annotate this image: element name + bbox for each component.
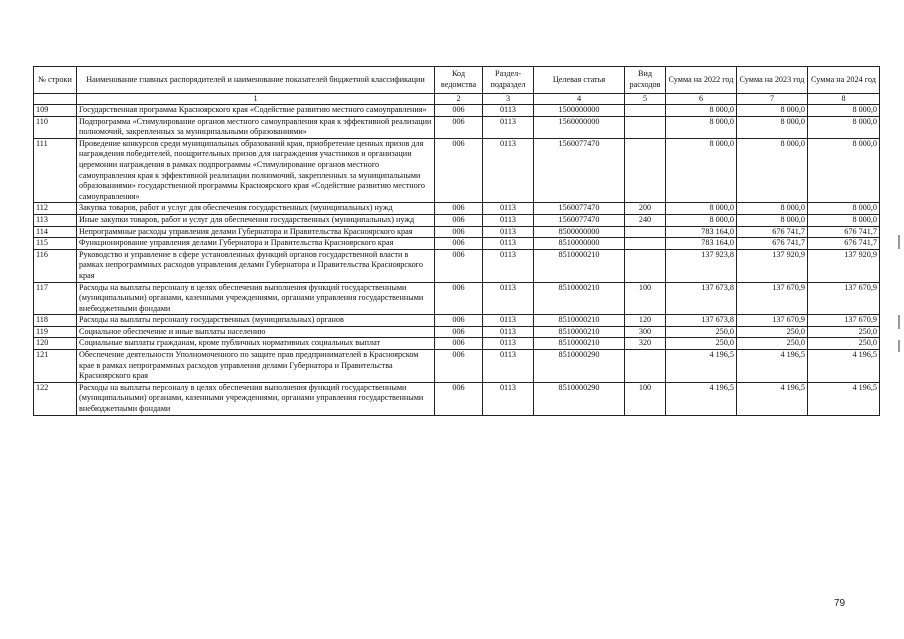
table-row — [34, 350, 880, 383]
dept-code-cell: 006 — [435, 315, 483, 327]
expense-type-cell — [625, 138, 666, 203]
sum-2022-cell: 8 000,0 — [666, 116, 737, 138]
target-article-cell: 1560000000 — [534, 116, 625, 138]
target-article-cell: 1560077470 — [534, 203, 625, 215]
sum-2023-cell: 676 741,7 — [737, 238, 808, 250]
sum-2023-cell: 8 000,0 — [737, 116, 808, 138]
section-cell: 0113 — [483, 338, 534, 350]
dept-code-cell: 006 — [435, 338, 483, 350]
table-row — [34, 238, 880, 250]
table-row — [34, 282, 880, 315]
header-index: 5 — [625, 94, 666, 105]
target-article-cell: 8510000210 — [534, 315, 625, 327]
sum-2024-cell: 250,0 — [808, 338, 880, 350]
dept-code-cell: 006 — [435, 138, 483, 203]
header-row-number: № строки — [34, 67, 77, 94]
section-cell: 0113 — [483, 116, 534, 138]
row-number-cell: 114 — [34, 226, 77, 238]
sum-2022-cell: 8 000,0 — [666, 214, 737, 226]
row-number-cell: 119 — [34, 326, 77, 338]
sum-2023-cell: 4 196,5 — [737, 382, 808, 415]
row-number-cell: 122 — [34, 382, 77, 415]
expense-type-cell — [625, 116, 666, 138]
table-row — [34, 249, 880, 282]
header-sum-2024: Сумма на 2024 год — [808, 67, 880, 94]
table-body — [34, 105, 880, 416]
row-number-cell: 109 — [34, 105, 77, 117]
header-index: 1 — [77, 94, 435, 105]
table-row — [34, 382, 880, 415]
sum-2023-cell: 137 920,9 — [737, 249, 808, 282]
table-row — [34, 338, 880, 350]
name-cell: Обеспечение деятельности Уполномоченного по защите прав предпринимателей в Красноярском крае в рамках непрограммных расходов управления делами Губернатора и Правительства Красноярского края — [77, 350, 435, 383]
target-article-cell: 8510000210 — [534, 338, 625, 350]
section-cell: 0113 — [483, 226, 534, 238]
sum-2022-cell: 137 673,8 — [666, 315, 737, 327]
section-cell: 0113 — [483, 238, 534, 250]
target-article-cell: 1560077470 — [534, 138, 625, 203]
sum-2022-cell: 250,0 — [666, 338, 737, 350]
name-cell: Руководство и управление в сфере установленных функций органов государственной власти в рамках непрограммных расходов управления делами Губернатора и Правительства Красноярского края — [77, 249, 435, 282]
sum-2022-cell: 137 673,8 — [666, 282, 737, 315]
row-number-cell: 110 — [34, 116, 77, 138]
header-index: 7 — [737, 94, 808, 105]
page-number: 79 — [834, 598, 846, 609]
sum-2023-cell: 137 670,9 — [737, 315, 808, 327]
scan-edge-mark — [898, 235, 900, 249]
row-number-cell: 113 — [34, 214, 77, 226]
sum-2023-cell: 8 000,0 — [737, 105, 808, 117]
target-article-cell: 8510000210 — [534, 249, 625, 282]
dept-code-cell: 006 — [435, 238, 483, 250]
section-cell: 0113 — [483, 203, 534, 215]
name-cell: Проведение конкурсов среди муниципальных образований края, приобретение ценных призов для награждения победителей, поощрительных призов для награждения участников и организации церемонии награждения в рамках подпрограммы «Стимулирование органов местного самоуправления края к эффективной реализации полномочий, закрепленных за муниципальными образованиями» государственной программы Красноярского края «Содействие развитию местного самоуправления» — [77, 138, 435, 203]
expense-type-cell — [625, 238, 666, 250]
scan-edge-mark — [898, 315, 900, 329]
sum-2022-cell: 8 000,0 — [666, 138, 737, 203]
target-article-cell: 8510000000 — [534, 238, 625, 250]
name-cell: Иные закупки товаров, работ и услуг для обеспечения государственных (муниципальных) нужд — [77, 214, 435, 226]
target-article-cell: 8510000210 — [534, 282, 625, 315]
sum-2024-cell: 4 196,5 — [808, 350, 880, 383]
target-article-cell: 1560077470 — [534, 214, 625, 226]
header-sum-2023: Сумма на 2023 год — [737, 67, 808, 94]
expense-type-cell: 120 — [625, 315, 666, 327]
row-number-cell: 112 — [34, 203, 77, 215]
table-row — [34, 138, 880, 203]
row-number-cell: 117 — [34, 282, 77, 315]
expense-type-cell — [625, 350, 666, 383]
sum-2024-cell: 8 000,0 — [808, 138, 880, 203]
sum-2023-cell: 250,0 — [737, 326, 808, 338]
header-index: 4 — [534, 94, 625, 105]
target-article-cell: 8510000290 — [534, 382, 625, 415]
dept-code-cell: 006 — [435, 203, 483, 215]
sum-2024-cell: 676 741,7 — [808, 238, 880, 250]
header-target-article: Целевая статья — [534, 67, 625, 94]
sum-2023-cell: 250,0 — [737, 338, 808, 350]
dept-code-cell: 006 — [435, 326, 483, 338]
sum-2022-cell: 137 923,8 — [666, 249, 737, 282]
name-cell: Подпрограмма «Стимулирование органов местного самоуправления края к эффективной реализации полномочий, закрепленных за муниципальными образованиями» — [77, 116, 435, 138]
row-number-cell: 116 — [34, 249, 77, 282]
sum-2022-cell: 4 196,5 — [666, 382, 737, 415]
header-dept-code: Код ведомства — [435, 67, 483, 94]
dept-code-cell: 006 — [435, 105, 483, 117]
header-section: Раздел-подраздел — [483, 67, 534, 94]
dept-code-cell: 006 — [435, 214, 483, 226]
target-article-cell: 8500000000 — [534, 226, 625, 238]
row-number-cell: 111 — [34, 138, 77, 203]
dept-code-cell: 006 — [435, 116, 483, 138]
dept-code-cell: 006 — [435, 382, 483, 415]
header-index: 6 — [666, 94, 737, 105]
sum-2022-cell: 8 000,0 — [666, 105, 737, 117]
sum-2023-cell: 8 000,0 — [737, 214, 808, 226]
target-article-cell: 8510000210 — [534, 326, 625, 338]
sum-2022-cell: 250,0 — [666, 326, 737, 338]
table-row — [34, 203, 880, 215]
section-cell: 0113 — [483, 249, 534, 282]
row-number-cell: 121 — [34, 350, 77, 383]
table-header — [34, 67, 880, 105]
expense-type-cell: 100 — [625, 282, 666, 315]
target-article-cell: 1500000000 — [534, 105, 625, 117]
header-index: 2 — [435, 94, 483, 105]
expense-type-cell — [625, 249, 666, 282]
dept-code-cell: 006 — [435, 226, 483, 238]
dept-code-cell: 006 — [435, 350, 483, 383]
sum-2023-cell: 8 000,0 — [737, 138, 808, 203]
sum-2024-cell: 8 000,0 — [808, 214, 880, 226]
sum-2024-cell: 8 000,0 — [808, 116, 880, 138]
sum-2024-cell: 137 670,9 — [808, 282, 880, 315]
sum-2022-cell: 783 164,0 — [666, 226, 737, 238]
row-number-cell: 115 — [34, 238, 77, 250]
expense-type-cell: 300 — [625, 326, 666, 338]
table-row — [34, 105, 880, 117]
table-row — [34, 315, 880, 327]
sum-2024-cell: 8 000,0 — [808, 105, 880, 117]
table-row — [34, 226, 880, 238]
sum-2023-cell: 676 741,7 — [737, 226, 808, 238]
name-cell: Закупка товаров, работ и услуг для обеспечения государственных (муниципальных) нужд — [77, 203, 435, 215]
sum-2023-cell: 4 196,5 — [737, 350, 808, 383]
dept-code-cell: 006 — [435, 249, 483, 282]
name-cell: Функционирование управления делами Губернатора и Правительства Красноярского края — [77, 238, 435, 250]
name-cell: Государственная программа Красноярского края «Содействие развитию местного самоуправления» — [77, 105, 435, 117]
expense-type-cell: 100 — [625, 382, 666, 415]
section-cell: 0113 — [483, 282, 534, 315]
expense-type-cell: 240 — [625, 214, 666, 226]
scan-edge-mark — [898, 340, 900, 352]
expense-type-cell: 200 — [625, 203, 666, 215]
name-cell: Социальное обеспечение и иные выплаты населению — [77, 326, 435, 338]
sum-2022-cell: 783 164,0 — [666, 238, 737, 250]
dept-code-cell: 006 — [435, 282, 483, 315]
header-index: 8 — [808, 94, 880, 105]
name-cell: Непрограммные расходы управления делами Губернатора и Правительства Красноярского края — [77, 226, 435, 238]
expense-type-cell: 320 — [625, 338, 666, 350]
section-cell: 0113 — [483, 315, 534, 327]
name-cell: Расходы на выплаты персоналу в целях обеспечения выполнения функций государственными (муниципальными) органами, казенными учреждениями, органами управления государственными внебюджетными фондами — [77, 282, 435, 315]
header-index — [34, 94, 77, 105]
header-name: Наименование главных распорядителей и наименование показателей бюджетной классификации — [77, 67, 435, 94]
table-row — [34, 326, 880, 338]
name-cell: Социальные выплаты гражданам, кроме публичных нормативных социальных выплат — [77, 338, 435, 350]
sum-2022-cell: 8 000,0 — [666, 203, 737, 215]
target-article-cell: 8510000290 — [534, 350, 625, 383]
budget-table — [33, 66, 880, 416]
sum-2024-cell: 4 196,5 — [808, 382, 880, 415]
sum-2024-cell: 137 920,9 — [808, 249, 880, 282]
header-expense-type: Вид расходов — [625, 67, 666, 94]
expense-type-cell — [625, 105, 666, 117]
header-row — [34, 67, 880, 94]
sum-2023-cell: 137 670,9 — [737, 282, 808, 315]
header-sum-2022: Сумма на 2022 год — [666, 67, 737, 94]
sum-2024-cell: 8 000,0 — [808, 203, 880, 215]
name-cell: Расходы на выплаты персоналу в целях обеспечения выполнения функций государственными (муниципальными) органами, казенными учреждениями, органами управления государственными внебюджетными фондами — [77, 382, 435, 415]
table-row — [34, 116, 880, 138]
sum-2022-cell: 4 196,5 — [666, 350, 737, 383]
row-number-cell: 120 — [34, 338, 77, 350]
table-row — [34, 214, 880, 226]
name-cell: Расходы на выплаты персоналу государственных (муниципальных) органов — [77, 315, 435, 327]
section-cell: 0113 — [483, 350, 534, 383]
sum-2024-cell: 137 670,9 — [808, 315, 880, 327]
section-cell: 0113 — [483, 382, 534, 415]
row-number-cell: 118 — [34, 315, 77, 327]
section-cell: 0113 — [483, 326, 534, 338]
section-cell: 0113 — [483, 214, 534, 226]
sum-2024-cell: 250,0 — [808, 326, 880, 338]
header-index-row — [34, 94, 880, 105]
expense-type-cell — [625, 226, 666, 238]
section-cell: 0113 — [483, 138, 534, 203]
section-cell: 0113 — [483, 105, 534, 117]
header-index: 3 — [483, 94, 534, 105]
sum-2023-cell: 8 000,0 — [737, 203, 808, 215]
sum-2024-cell: 676 741,7 — [808, 226, 880, 238]
